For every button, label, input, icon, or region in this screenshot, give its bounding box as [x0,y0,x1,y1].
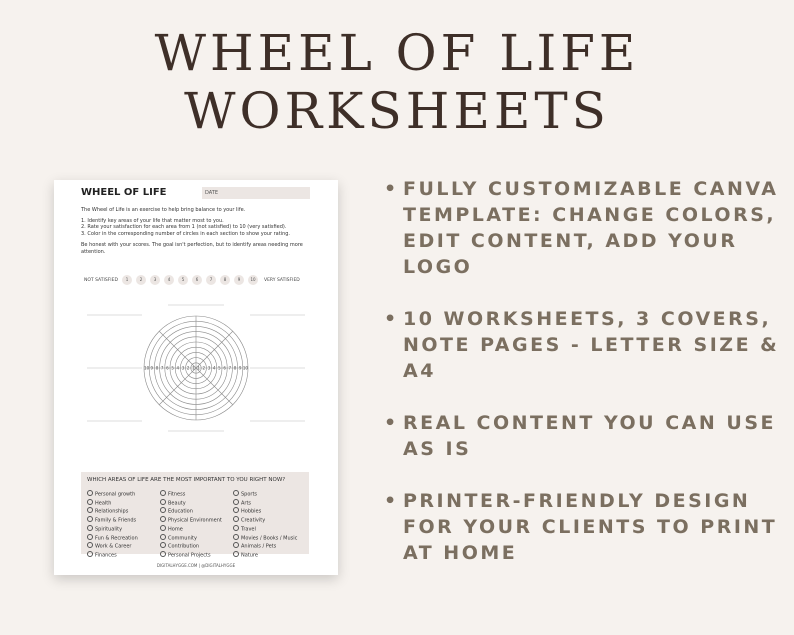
checkbox-circle-icon [160,490,166,496]
area-label: Arts [241,500,252,507]
scale-high-label: VERY SATISFIED [264,278,300,283]
instruction-step: 2. Rate your satisfaction for each area from 1 (not satisfied) to 10 (very satisfied). [81,224,287,230]
scale-dot: 8 [220,275,230,285]
instruction-step: 1. Identify key areas of your life that matter most to you. [81,217,224,224]
area-label: Family & Friends [95,517,137,524]
wheel-number: 8 [155,365,159,371]
area-checkbox-item [87,551,138,560]
wheel-number: 6 [223,365,226,371]
area-checkbox-item [160,490,222,499]
area-checkbox-item [87,542,138,551]
areas-column-2 [160,490,222,560]
date-field: DATE [202,187,310,199]
area-label: Physical Environment [168,517,222,524]
area-checkbox-item [233,490,297,499]
checkbox-circle-icon [233,490,239,496]
bullet-icon: • [384,412,399,434]
area-checkbox-item [233,551,297,560]
feature-item [384,306,784,384]
worksheet-title: WHEEL OF LIFE [81,187,167,198]
checkbox-circle-icon [160,542,166,548]
wheel-number: 8 [233,365,237,371]
scale-dot: 10 [248,275,258,285]
area-label: Health [95,500,112,507]
wheel-number: 9 [150,365,154,371]
worksheet-footer: DIGITALHYGGE.COM | @DIGITALHYGGE [156,563,236,568]
checkbox-circle-icon [160,534,166,540]
area-label: Beauty [168,500,186,507]
wheel-number: 2 [202,365,206,371]
wheel-number: 9 [238,365,242,371]
checkbox-circle-icon [87,534,93,540]
instruction-step: 3. Color in the corresponding number of circles in each section to show your rating. [81,230,290,237]
area-label: Community [168,535,197,542]
wheel-number: 3 [181,365,185,371]
checkbox-circle-icon [233,507,239,513]
area-label: Sports [241,491,258,498]
wheel-number: 7 [228,365,232,371]
area-label: Hobbies [241,508,262,515]
wheel-number: 1 [197,365,200,371]
worksheet-preview [54,180,338,575]
feature-text: 10 WORKSHEETS, 3 COVERS, NOTE PAGES - LETTER SIZE & A4 [403,308,780,382]
checkbox-circle-icon [233,551,239,557]
area-checkbox-item [233,499,297,508]
area-checkbox-item [87,534,138,543]
checkbox-circle-icon [87,499,93,505]
headline-line-2: WORKSHEETS [184,82,610,140]
checkbox-circle-icon [87,490,93,496]
checkbox-circle-icon [233,516,239,522]
areas-column-3 [233,490,297,560]
wheel-number: 5 [218,365,221,371]
area-checkbox-item [160,525,222,534]
area-label: Fun & Recreation [95,535,138,542]
scale-dot: 9 [234,275,244,285]
wheel-number: 5 [171,365,174,371]
area-checkbox-item [233,534,297,543]
area-label: Relationships [95,508,129,515]
bullet-icon: • [384,490,399,512]
area-label: Finances [95,552,117,559]
area-checkbox-item [87,516,138,525]
area-label: Travel [241,526,256,533]
bullet-icon: • [384,178,399,200]
area-checkbox-item [160,499,222,508]
checkbox-circle-icon [160,551,166,557]
scale-dot: 7 [206,275,216,285]
wheel-number: 4 [212,365,216,371]
area-label: Contribution [168,543,200,550]
feature-text: FULLY CUSTOMIZABLE CANVA TEMPLATE: CHANGE COLORS, EDIT CONTENT, ADD YOUR LOGO [403,178,779,278]
scale-dot: 4 [164,275,174,285]
scale-dot: 3 [150,275,160,285]
area-label: Personal Projects [168,552,211,559]
area-label: Creativity [241,517,266,524]
areas-question: WHICH AREAS OF LIFE ARE THE MOST IMPORTANT TO YOU RIGHT NOW? [87,477,286,483]
area-checkbox-item [233,507,297,516]
scale-dot: 2 [136,275,146,285]
checkbox-circle-icon [87,507,93,513]
area-checkbox-item [160,534,222,543]
checkbox-circle-icon [160,507,166,513]
checkbox-circle-icon [233,525,239,531]
areas-question-box [81,472,309,559]
life-wheel-diagram [54,300,338,450]
scale-dot: 6 [192,275,202,285]
feature-list [384,176,784,592]
area-label: Animals / Pets [241,543,277,550]
checkbox-circle-icon [87,525,93,531]
feature-item [384,176,784,280]
area-checkbox-item [160,551,222,560]
areas-column-1 [87,490,138,560]
intro-text: The Wheel of Life is an exercise to help bring balance to your life. [81,207,246,213]
feature-text: REAL CONTENT YOU CAN USE AS IS [403,412,776,460]
wheel-number: 10 [144,365,150,371]
checkbox-circle-icon [87,551,93,557]
checkbox-circle-icon [160,525,166,531]
feature-item [384,488,784,566]
wheel-number: 3 [207,365,211,371]
area-checkbox-item [87,499,138,508]
area-checkbox-item [87,525,138,534]
page-headline [0,24,794,140]
scale-dot: 5 [178,275,188,285]
worksheet-intro [81,207,309,255]
area-checkbox-item [160,507,222,516]
wheel-number: 4 [176,365,180,371]
checkbox-circle-icon [233,534,239,540]
area-label: Movies / Books / Music [241,535,298,542]
feature-text: PRINTER-FRIENDLY DESIGN FOR YOUR CLIENTS TO PRINT AT HOME [403,490,778,564]
checkbox-circle-icon [160,516,166,522]
wheel-number: 1 [192,365,195,371]
worksheet-note: Be honest with your scores. The goal isn't perfection, but to identify areas needing more attention. [81,242,303,255]
area-checkbox-item [160,516,222,525]
wheel-number: 2 [186,365,190,371]
area-checkbox-item [160,542,222,551]
scale-dot: 1 [122,275,132,285]
area-checkbox-item [233,542,297,551]
bullet-icon: • [384,308,399,330]
wheel-number: 10 [242,365,248,371]
area-checkbox-item [233,516,297,525]
area-label: Personal growth [95,491,136,498]
checkbox-circle-icon [160,499,166,505]
headline-line-1: WHEEL OF LIFE [154,24,640,82]
area-checkbox-item [87,507,138,516]
area-label: Nature [241,552,258,559]
checkbox-circle-icon [87,516,93,522]
area-checkbox-item [233,525,297,534]
scale-low-label: NOT SATISFIED [84,278,118,283]
checkbox-circle-icon [87,542,93,548]
feature-item [384,410,784,462]
checkbox-circle-icon [233,499,239,505]
wheel-number: 7 [160,365,164,371]
area-label: Home [168,526,183,533]
area-label: Fitness [168,491,186,498]
instruction-list [81,218,309,238]
area-label: Work & Career [95,543,132,550]
checkbox-circle-icon [233,542,239,548]
area-checkbox-item [87,490,138,499]
wheel-number: 6 [166,365,169,371]
satisfaction-scale [84,275,314,287]
area-label: Spirituality [95,526,123,533]
area-label: Education [168,508,193,515]
